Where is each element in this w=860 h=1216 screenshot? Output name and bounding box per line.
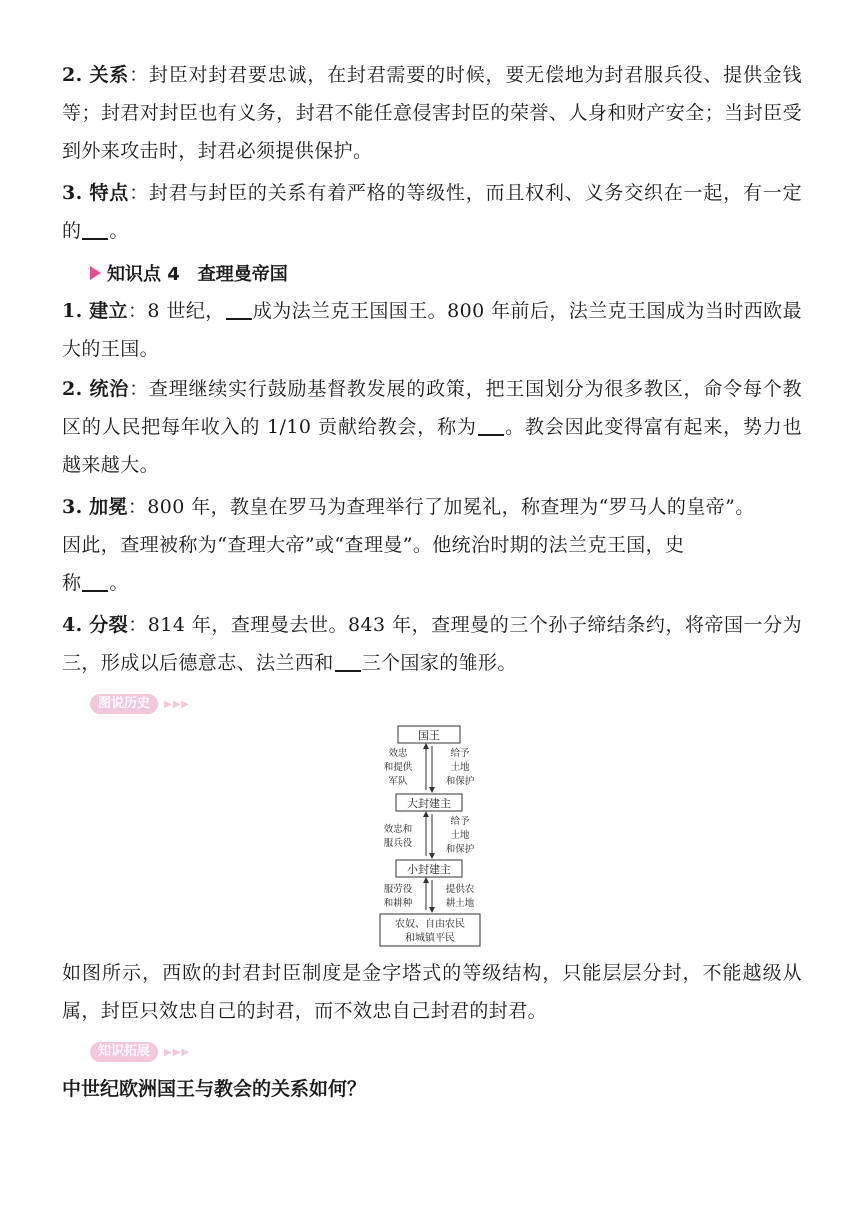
item-text: 三个国家的雏形。: [361, 652, 517, 674]
up1-line: 和提供: [383, 762, 413, 773]
tag-picture-history: [90, 694, 190, 714]
diagram-note: 如图所示，西欧的封君封臣制度是金字塔式的等级结构，只能层层分封，不能越级从属，封臣只效忠自己的封君，而不效忠自己封君的封君。: [62, 962, 802, 1022]
up1-line: 效忠: [388, 748, 408, 759]
down1-line: 土地: [450, 762, 470, 773]
item-heading: 建立: [89, 300, 128, 322]
item-number: 2.: [62, 378, 83, 400]
item-text: ：800 年，教皇在罗马为查理举行了加冕礼，称查理为“罗马人的皇帝”。: [127, 496, 755, 518]
item-heading: 加冕: [89, 496, 128, 518]
small-lord-label: 小封建主: [407, 863, 451, 876]
tag-label: 知识拓展: [90, 1042, 158, 1062]
triangle-marker-icon: [90, 266, 101, 280]
item-text: 称: [62, 572, 82, 594]
item-text: ：查理继续实行鼓励基督教发展的政策，把王国划分为很多教区，命令每个教区的人民把每年收入的 1/10 贡献给教会，称为: [62, 378, 802, 438]
peasants-label: 和城镇平民: [405, 933, 455, 944]
item-number: 3.: [62, 496, 83, 518]
king-label: 国王: [418, 729, 440, 742]
split-paragraph: [62, 606, 802, 682]
crown-line-1: [62, 488, 802, 526]
crown-line-3: [62, 564, 802, 602]
down3-line: 提供农: [445, 884, 475, 895]
fill-blank[interactable]: [335, 670, 361, 672]
down1-line: 给予: [450, 748, 470, 759]
up3-line: 和耕种: [383, 898, 413, 909]
down2-line: 和保护: [445, 844, 475, 855]
item-text: 。教会因此变得富有起来，势力也越来越大。: [62, 416, 802, 476]
item-heading: 统治: [89, 378, 130, 400]
item-text: 成为法兰克王国国王。800 年前后，法兰克王国成为当时西欧最大的王国。: [62, 300, 802, 360]
item-text: ：封臣对封君要忠诚，在封君需要的时候，要无偿地为封君服兵役、提供金钱等；封君对封臣也有义务，封君不能任意侵害封臣的荣誉、人身和财产安全；当封臣受到外来攻击时，封君必须提供保护。: [62, 64, 802, 162]
triple-arrow-icon: ▶▶▶: [164, 1046, 191, 1058]
item-text: 。: [109, 220, 129, 242]
triple-arrow-icon: ▶▶▶: [164, 698, 191, 710]
crown-paragraph: [62, 488, 802, 602]
item-heading: 关系: [89, 64, 130, 86]
great-lord-label: 大封建主: [407, 797, 451, 810]
feature-paragraph: [62, 174, 802, 250]
peasants-label: 农奴、自由农民: [395, 919, 465, 930]
fill-blank[interactable]: [82, 590, 108, 592]
feudal-hierarchy-diagram: [366, 718, 504, 950]
crown-line-2: 因此，查理被称为“查理大帝”或“查理曼”。他统治时期的法兰克王国，史: [62, 534, 685, 556]
item-number: 4.: [62, 614, 83, 636]
down2-line: 给予: [450, 816, 470, 827]
item-text: ：封君与封臣的关系有着严格的等级性，而且权利、义务交织在一起，有一定的: [62, 182, 802, 242]
section-title: 知识点 4 查理曼帝国: [107, 264, 288, 285]
up2-line: 服兵役: [383, 838, 413, 849]
item-heading: 分裂: [89, 614, 129, 636]
tag-knowledge-extend: [90, 1042, 190, 1062]
item-heading: 特点: [89, 182, 130, 204]
down1-line: 和保护: [445, 776, 475, 787]
item-number: 3.: [62, 182, 83, 204]
fill-blank[interactable]: [478, 434, 504, 436]
item-number: 2.: [62, 64, 83, 86]
item-text: 。: [109, 572, 129, 594]
item-text: ：814 年，查理曼去世。843 年，查理曼的三个孙子缔结条约，将帝国一分为三，形成以后德意志、法兰西和: [62, 614, 802, 674]
establish-paragraph: [62, 292, 802, 368]
up2-line: 效忠和: [383, 824, 413, 835]
extension-question: 中世纪欧洲国王与教会的关系如何？: [62, 1078, 367, 1100]
down3-line: 耕土地: [445, 898, 475, 909]
item-number: 1.: [62, 300, 83, 322]
down2-line: 土地: [450, 830, 470, 841]
up3-line: 服劳役: [383, 884, 413, 895]
fill-blank[interactable]: [82, 238, 108, 240]
item-text: ：8 世纪，: [128, 300, 225, 322]
tag-label: 图说历史: [90, 694, 158, 714]
up1-line: 军队: [388, 776, 408, 787]
fill-blank[interactable]: [226, 318, 252, 320]
rule-paragraph: [62, 370, 802, 484]
section-heading: [90, 260, 288, 286]
relation-paragraph: [62, 56, 802, 170]
